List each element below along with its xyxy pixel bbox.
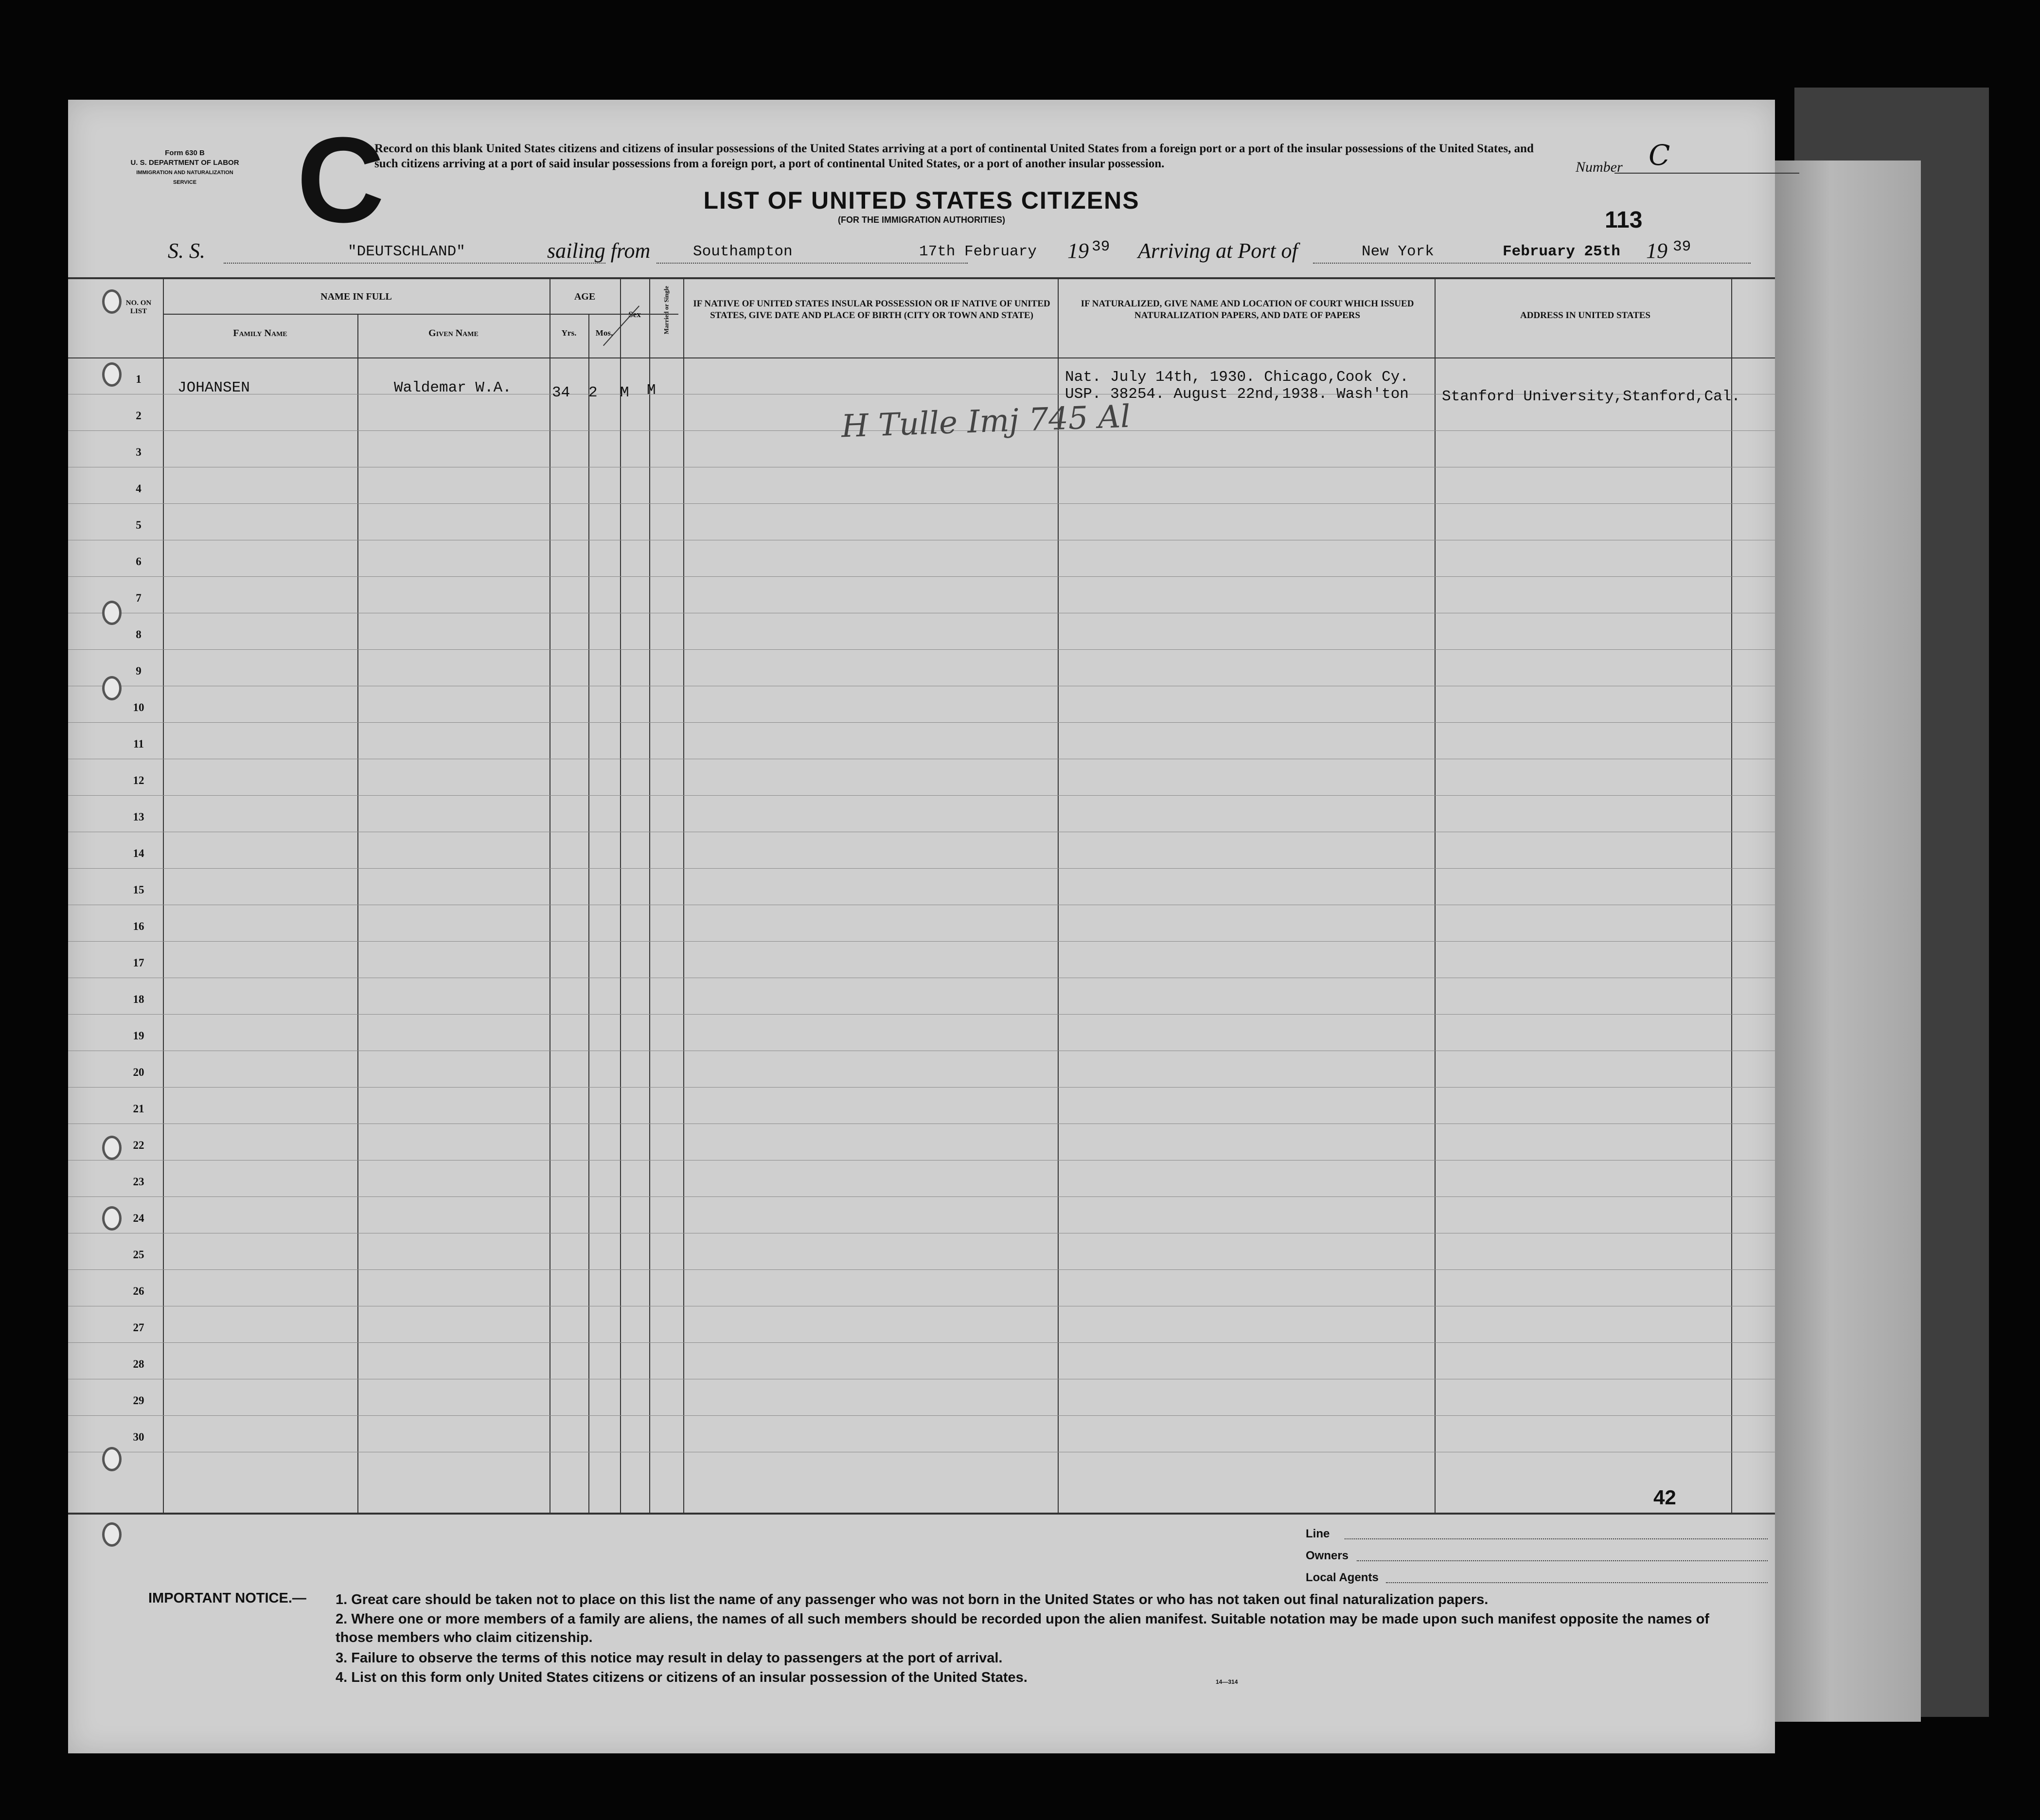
col-given-name: Given Name <box>428 328 479 339</box>
notice-heading: IMPORTANT NOTICE.— <box>148 1590 306 1606</box>
notice-item: 3. Failure to observe the terms of this notice may result in delay to passengers at the port of arrival. <box>336 1650 1003 1666</box>
row-number: 2 <box>136 410 142 422</box>
punch-hole <box>102 1447 122 1471</box>
row-number: 28 <box>133 1358 144 1370</box>
row-number: 1 <box>136 373 142 385</box>
line-field <box>1345 1538 1768 1539</box>
col-family-name: Family Name <box>233 328 287 339</box>
from-port: Southampton <box>693 243 793 260</box>
col-divider <box>588 314 589 1513</box>
number-label: Number <box>1576 159 1623 175</box>
notice-item: 1. Great care should be taken not to place on this list the name of any passenger who was not born in the United States or who has not taken out final naturalization papers. <box>336 1592 1489 1607</box>
given-name-cell: Waldemar W.A. <box>394 379 512 396</box>
row-line <box>68 1196 1775 1197</box>
row-number: 10 <box>133 701 144 714</box>
year-prefix: 19 <box>1067 239 1089 263</box>
row-number: 4 <box>136 482 142 495</box>
intro-text: Record on this blank United States citizens and citizens of insular possessions of the United States arriving at a port of continental United States from a foreign port or a port of the insular possessions of the United States, and such citizens arriving at a port of said insular possessions from a foreign port, a port of continental United States, or a port of another insular possession. <box>374 142 1534 170</box>
sail-year: 39 <box>1092 238 1110 255</box>
page-title: LIST OF UNITED STATES CITIZENS <box>703 187 1140 214</box>
local-agents-field <box>1386 1582 1768 1583</box>
family-name-cell: JOHANSEN <box>177 379 250 396</box>
col-divider <box>683 277 684 1513</box>
table-top-rule <box>68 277 1775 279</box>
col-address: ADDRESS IN UNITED STATES <box>1520 310 1650 321</box>
row-number: 27 <box>133 1321 144 1334</box>
row-number: 29 <box>133 1394 144 1407</box>
ss-label: S. S. <box>168 239 205 263</box>
row-number: 25 <box>133 1249 144 1261</box>
row-number: 19 <box>133 1030 144 1042</box>
naturalization-line-1: Nat. July 14th, 1930. Chicago,Cook Cy. <box>1065 369 1409 386</box>
row-number: 8 <box>136 628 142 641</box>
row-line <box>68 1087 1775 1088</box>
table-bottom-rule <box>68 1513 1775 1515</box>
row-line <box>68 576 1775 577</box>
row-line <box>68 795 1775 796</box>
col-sex: Sex <box>628 310 641 319</box>
punch-hole <box>102 676 122 700</box>
form-id-line: Form 630 B <box>165 149 205 157</box>
naturalization-line-2: USP. 38254. August 22nd,1938. Wash'ton <box>1065 386 1409 403</box>
ship-name: "DEUTSCHLAND" <box>348 243 465 260</box>
punch-hole <box>102 601 122 625</box>
voyage-line <box>68 238 1775 268</box>
row-number: 5 <box>136 519 142 531</box>
row-number: 9 <box>136 665 142 677</box>
row-number: 16 <box>133 920 144 932</box>
row-number: 30 <box>133 1431 144 1443</box>
age-mos-cell: 2 <box>588 384 598 401</box>
col-married: Married or Single <box>662 285 670 335</box>
form-code: 14—314 <box>1216 1678 1238 1685</box>
form-id <box>126 148 243 187</box>
arriving-label: Arriving at Port of <box>1138 239 1298 263</box>
sailing-label: sailing from <box>547 239 651 263</box>
col-divider <box>620 277 621 1513</box>
line-label: Line <box>1306 1527 1330 1540</box>
col-naturalized: IF NATURALIZED, GIVE NAME AND LOCATION OF COURT WHICH ISSUED NATURALIZATION PAPERS, AND DATE OF PAPERS <box>1081 299 1414 321</box>
row-line <box>68 941 1775 942</box>
row-line <box>68 649 1775 650</box>
col-name-in-full: NAME IN FULL <box>320 291 392 302</box>
row-number: 7 <box>136 592 142 604</box>
arrival-underline <box>1313 263 1751 264</box>
row-number: 24 <box>133 1212 144 1224</box>
notice-item: 4. List on this form only United States citizens or citizens of an insular possession of the United States. <box>336 1670 1028 1685</box>
row-number: 20 <box>133 1066 144 1078</box>
arrival-date: February 25th <box>1503 243 1620 260</box>
sail-date: 17th February <box>919 243 1037 260</box>
page-number: 42 <box>1653 1486 1676 1509</box>
col-no: NO. ON LIST <box>125 299 152 315</box>
row-number: 22 <box>133 1139 144 1151</box>
col-age-yrs: Yrs. <box>561 328 577 338</box>
row-number: 12 <box>133 774 144 786</box>
header-bottom-rule <box>68 357 1775 358</box>
marital-cell: M <box>647 382 656 399</box>
col-divider <box>1435 277 1436 1513</box>
row-number: 21 <box>133 1103 144 1115</box>
col-divider <box>357 314 358 1513</box>
row-number: 17 <box>133 957 144 969</box>
arrival-port: New York <box>1362 243 1434 260</box>
address-cell: Stanford University,Stanford,Cal. <box>1442 388 1740 405</box>
row-line <box>68 1014 1775 1015</box>
sex-cell: M <box>620 384 629 401</box>
col-age: AGE <box>574 291 596 302</box>
manifest-sheet <box>68 100 1775 1753</box>
form-id-line: IMMIGRATION AND NATURALIZATION SERVICE <box>136 170 233 185</box>
number-underline <box>1614 173 1799 174</box>
row-number: 6 <box>136 555 142 568</box>
row-line <box>68 1269 1775 1270</box>
from-underline <box>656 263 968 264</box>
punch-hole <box>102 362 122 387</box>
row-line <box>68 1415 1775 1416</box>
sheet-stamp: 113 <box>1605 207 1643 233</box>
class-letter: C <box>297 112 385 248</box>
row-number: 18 <box>133 993 144 1005</box>
row-line <box>68 1342 1775 1343</box>
arrival-year: 39 <box>1673 238 1691 255</box>
local-agents-label: Local Agents <box>1306 1571 1379 1584</box>
age-yrs-cell: 34 <box>552 384 570 401</box>
row-number: 3 <box>136 446 142 458</box>
row-number: 13 <box>133 811 144 823</box>
punch-hole <box>102 1206 122 1231</box>
row-number: 23 <box>133 1176 144 1188</box>
notice-item: 2. Where one or more members of a family are aliens, the names of all such members should be recorded upon the alien manifest. Suitable notation may be made upon such manifest opposite the names of those members who claim citizenship. <box>336 1611 1709 1645</box>
col-divider <box>649 277 650 1513</box>
row-number: 15 <box>133 884 144 896</box>
form-id-line: U. S. DEPARTMENT OF LABOR <box>130 159 239 167</box>
col-age-mos: Mos. <box>595 328 613 338</box>
row-number: 26 <box>133 1285 144 1297</box>
col-divider <box>1058 277 1059 1513</box>
owners-field <box>1357 1560 1768 1561</box>
page-subtitle: (FOR THE IMMIGRATION AUTHORITIES) <box>838 215 1005 225</box>
col-birth: IF NATIVE OF UNITED STATES INSULAR POSSESSION OR IF NATIVE OF UNITED STATES, GIVE DATE AND PLACE OF BIRTH (CITY OR TOWN AND STATE) <box>693 299 1050 321</box>
row-line <box>68 503 1775 504</box>
col-divider <box>1731 277 1732 1513</box>
year-prefix-2: 19 <box>1646 239 1667 263</box>
punch-hole <box>102 1136 122 1160</box>
name-age-rule <box>163 314 678 315</box>
punch-hole <box>102 1522 122 1547</box>
row-line <box>68 868 1775 869</box>
handwritten-annotation: H Tulle Imj 745 Al <box>840 398 1131 445</box>
row-number: 14 <box>133 847 144 859</box>
owners-label: Owners <box>1306 1549 1349 1562</box>
row-number: 11 <box>133 738 144 750</box>
number-value: C <box>1649 139 1670 172</box>
punch-hole <box>102 289 122 314</box>
background-page <box>1770 161 1921 1722</box>
col-divider <box>163 277 164 1513</box>
row-line <box>68 722 1775 723</box>
